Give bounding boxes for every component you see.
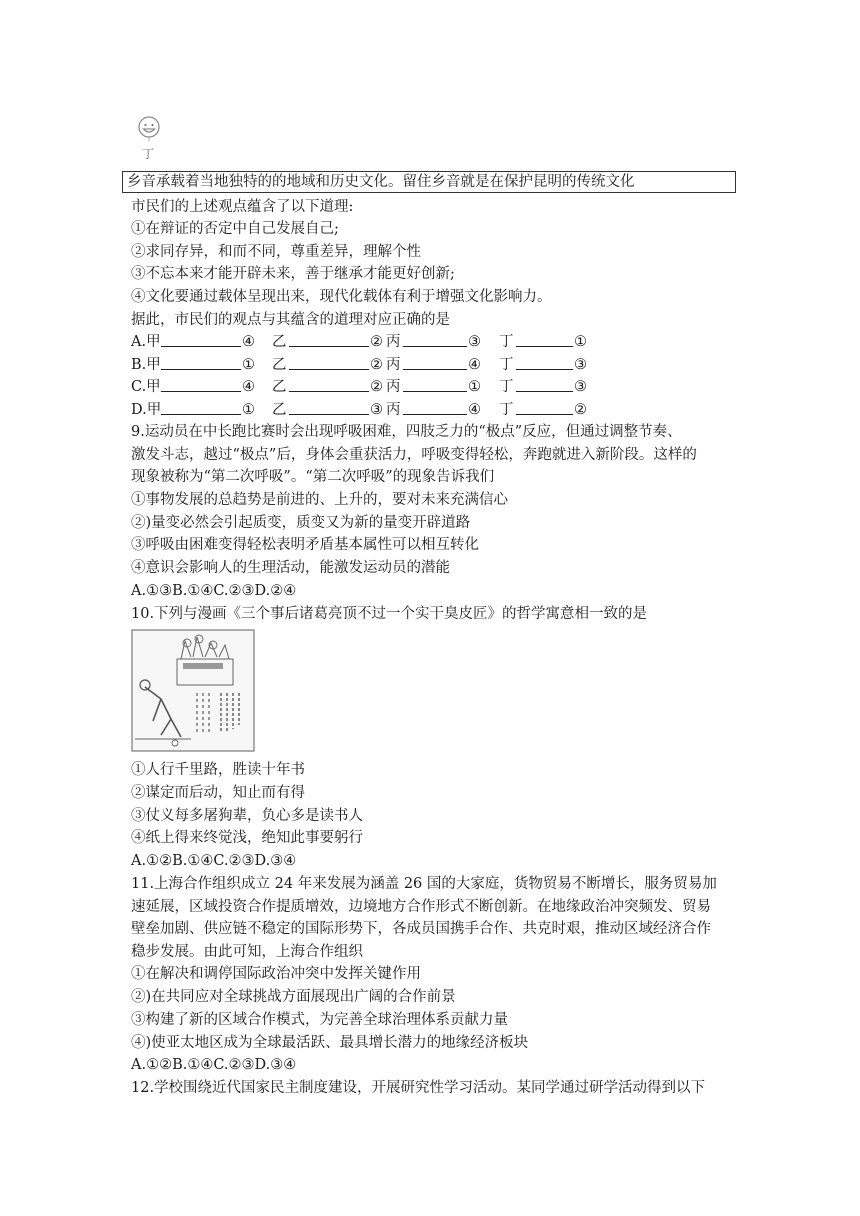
cartoon-image <box>131 629 255 752</box>
figure-ding <box>134 115 164 165</box>
q11-stem-line-4: 稳步发展。由此可知，上海合作组织 <box>131 944 363 960</box>
option-value: ① <box>574 334 587 350</box>
q11-statement-2: ②)在共同应对全球挑战方面展现出广阔的合作前景 <box>131 989 456 1005</box>
q9-stem-line-3: 现象被称为“第二次呼吸”。“第二次呼吸”的现象告诉我们 <box>131 469 495 485</box>
blank-line <box>516 377 573 398</box>
q8-statement-3: ③不忘本来才能开辟未来，善于继承才能更好创新; <box>131 266 455 282</box>
blank-line <box>403 400 467 421</box>
blank-line <box>289 400 369 421</box>
q8-statement-4: ④文化要通过载体呈现出来，现代化载体有利于增强文化影响力。 <box>131 289 552 305</box>
option-value: ② <box>370 357 383 373</box>
q11-stem-line-3: 壁垒加剧、供应链不稳定的国际形势下，各成员国携手合作、共克时艰，推动区域经济合作 <box>131 921 711 937</box>
q9-stem-line-1: 9.运动员在中长跑比赛时会出现呼吸困难，四肢乏力的“极点”反应，但通过调整节奏、 <box>131 424 682 440</box>
q9-stem-line-2: 激发斗志，越过“极点”后，身体会重获活力，呼吸变得轻松，奔跑就进入新阶段。这样的 <box>131 447 697 463</box>
q8-statement-2: ②求同存异，和而不同，尊重差异，理解个性 <box>131 244 421 260</box>
q9-answers: A.①③B.①④C.②③D.②④ <box>131 583 297 599</box>
blank-line <box>289 355 369 376</box>
quote-box: 乡音承载着当地独特的的地域和历史文化。留住乡音就是在保护昆明的传统文化 <box>122 171 736 193</box>
option-label: 乙 <box>272 357 287 373</box>
q10-statement-4: ④纸上得来终觉浅，绝知此事要躬行 <box>131 830 363 846</box>
q11-stem-line-1: 11.上海合作组织成立 24 年来发展为涵盖 26 国的大家庭，货物贸易不断增长，服务贸易加 <box>131 876 717 892</box>
option-label: 丙 <box>386 357 401 373</box>
q11-stem-line-2: 速延展，区域投资合作提质增效，边境地方合作形式不断创新。在地缘政治冲突频发、贸易 <box>131 899 711 915</box>
q9-statement-3: ③呼吸由困难变得轻松表明矛盾基本属性可以相互转化 <box>131 537 479 553</box>
blank-line <box>516 332 573 353</box>
option-value: ② <box>370 379 383 395</box>
blank-line <box>516 400 573 421</box>
q8-intro: 市民们的上述观点蕴含了以下道理: <box>131 199 354 215</box>
blank-line <box>403 332 467 353</box>
option-value: ① <box>242 402 255 418</box>
option-value: ④ <box>468 402 481 418</box>
option-value: ① <box>468 379 481 395</box>
option-letter: C.甲 <box>131 379 161 395</box>
q11-answers: A.①②B.①④C.②③D.③④ <box>131 1057 297 1073</box>
blank-line <box>161 332 241 353</box>
option-value: ③ <box>370 402 383 418</box>
q10-statement-2: ②谋定而后动，知止而有得 <box>131 785 305 801</box>
blank-line <box>403 355 467 376</box>
option-label: 丙 <box>386 334 401 350</box>
q8-statement-1: ①在辩证的否定中自己发展自己; <box>131 221 339 237</box>
q12-stem-line-1: 12.学校围绕近代国家民主制度建设，开展研究性学习活动。某同学通过研学活动得到以下 <box>131 1080 706 1096</box>
option-value: ① <box>242 357 255 373</box>
option-value: ③ <box>574 379 587 395</box>
q11-statement-1: ①在解决和调停国际政治冲突中发挥关键作用 <box>131 966 421 982</box>
option-label: 丙 <box>386 379 401 395</box>
option-label: 丙 <box>386 402 401 418</box>
option-value: ③ <box>468 334 481 350</box>
option-label: 乙 <box>272 379 287 395</box>
blank-line <box>289 332 369 353</box>
option-letter: B.甲 <box>131 357 161 373</box>
q10-statement-1: ①人行千里路，胜读十年书 <box>131 762 305 778</box>
option-letter: A.甲 <box>131 334 161 350</box>
q9-statement-4: ④意识会影响人的生理活动，能激发运动员的潜能 <box>131 560 450 576</box>
blank-line <box>403 377 467 398</box>
blank-line <box>161 400 241 421</box>
option-label: 丁 <box>499 402 514 418</box>
option-value: ④ <box>468 357 481 373</box>
q10-answers: A.①②B.①④C.②③D.③④ <box>131 853 297 869</box>
q8-stem: 据此，市民们的观点与其蕴含的道理对应正确的是 <box>131 312 450 328</box>
option-value: ④ <box>242 334 255 350</box>
figure-label: 丁 <box>142 147 155 161</box>
q11-statement-4: ④)使亚太地区成为全球最活跃、最具增长潜力的地缘经济板块 <box>131 1035 529 1051</box>
option-letter: D.甲 <box>131 402 162 418</box>
q11-statement-3: ③构建了新的区域合作模式，为完善全球治理体系贡献力量 <box>131 1012 508 1028</box>
option-label: 丁 <box>499 379 514 395</box>
option-value: ③ <box>574 357 587 373</box>
option-value: ② <box>370 334 383 350</box>
q10-stem: 10.下列与漫画《三个事后诸葛亮顶不过一个实干臭皮匠》的哲学寓意相一致的是 <box>131 606 648 622</box>
blank-line <box>516 355 573 376</box>
blank-line <box>161 377 241 398</box>
option-label: 乙 <box>272 334 287 350</box>
option-label: 乙 <box>272 402 287 418</box>
q9-statement-1: ①事物发展的总趋势是前进的、上升的，要对未来充满信心 <box>131 492 508 508</box>
option-value: ④ <box>242 379 255 395</box>
option-label: 丁 <box>499 357 514 373</box>
q9-statement-2: ②)量变必然会引起质变，质变又为新的量变开辟道路 <box>131 515 471 531</box>
blank-line <box>289 377 369 398</box>
blank-line <box>161 355 241 376</box>
q10-statement-3: ③仗义每多屠狗辈，负心多是读书人 <box>131 808 363 824</box>
option-label: 丁 <box>499 334 514 350</box>
option-value: ② <box>574 402 587 418</box>
cartoon-illustration <box>131 629 255 752</box>
